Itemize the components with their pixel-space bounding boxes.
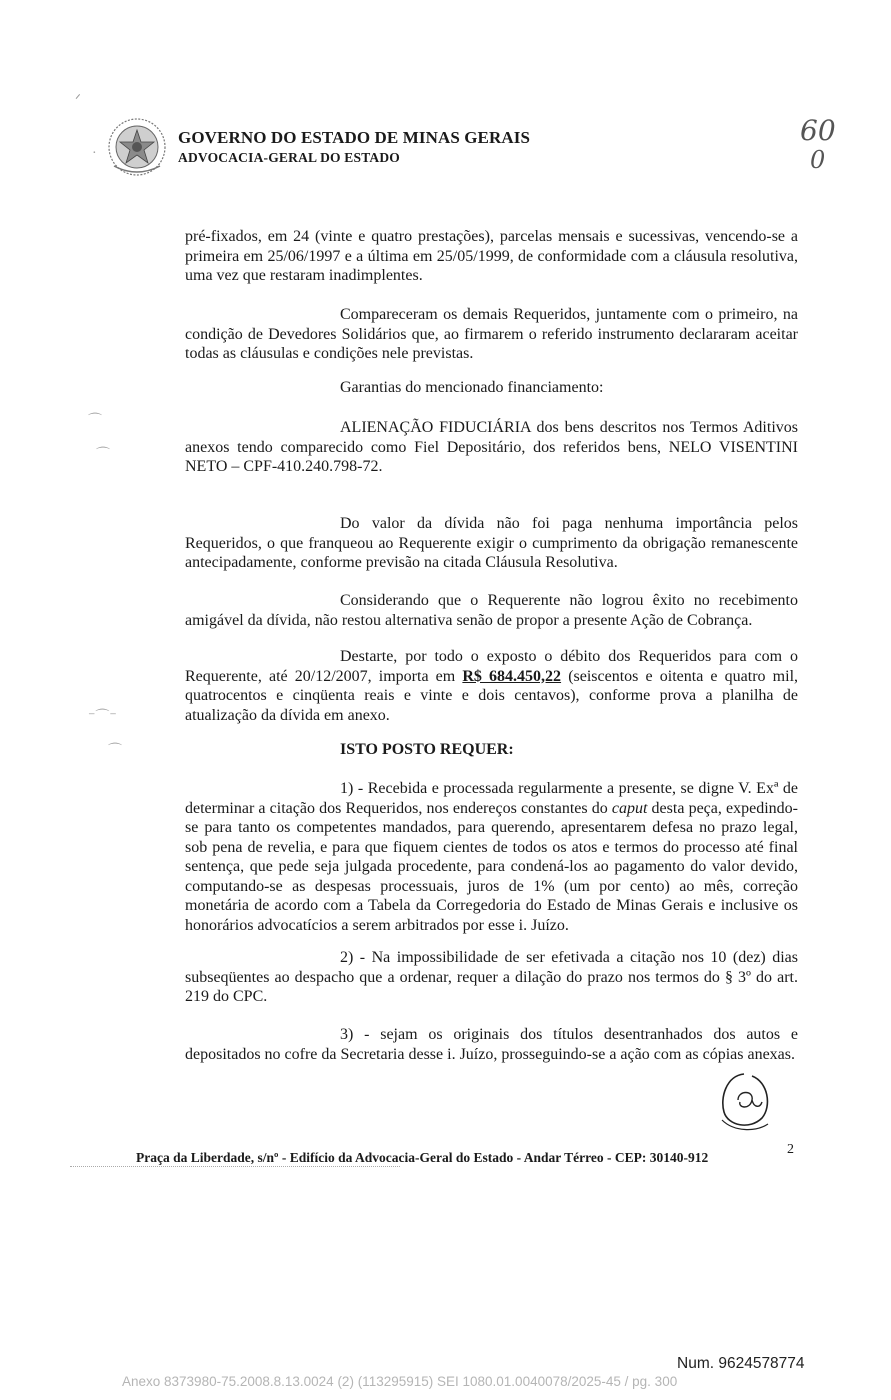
paragraph-destarte: Destarte, por todo o exposto o débito dos Requeridos para com o Requerente, até 20/12/2007, importa em R$ 684.450,22 (seiscentos e oitenta e quatro mil, quatrocentos e cinqüenta reais e vinte e dois centavos), conforme prova a planilha de atualização da dívida em anexo. [185,648,799,724]
footer-address: Praça da Liberdade, s/nº - Edifício da Advocacia-Geral do Estado - Andar Térreo - CEP: 30140-912 [136,1150,709,1165]
section-heading: ISTO POSTO REQUER: [340,741,514,758]
footer-divider [70,1166,400,1167]
margin-mark: ⁻⌒⁻ [88,710,117,725]
handwritten-initials-signature [716,1068,772,1134]
margin-mark: ⌒ [96,448,110,463]
page-number: 2 [787,1142,794,1157]
electronic-stamp: Anexo 8373980-75.2008.8.13.0024 (2) (113295915) SEI 1080.01.0040078/2025-45 / pg. 300 [122,1374,678,1389]
header-government-title: GOVERNO DO ESTADO DE MINAS GERAIS [178,128,531,147]
paragraph-valor-divida: Do valor da dívida não foi paga nenhuma importância pelos Requeridos, o que franqueou ao Requerente exigir o cumprimento da obrigação remanescente antecipadamente, conforme previsão na citada Cláusula Resolutiva. [185,515,798,571]
handwritten-page-number: 60 [800,114,836,147]
header-agency-title: ADVOCACIA-GERAL DO ESTADO [178,150,401,165]
state-seal-logo [104,116,170,178]
request-item-2: 2) - Na impossibilidade de ser efetivada a citação nos 10 (dez) dias subseqüentes ao despacho que a ordenar, requer a dilação do prazo nos termos do § 3º do art. 219 do CPC. [185,949,798,1005]
paragraph-compareceram: Compareceram os demais Requeridos, juntamente com o primeiro, na condição de Devedores Solidários que, ao firmarem o referido instrumento declararam aceitar todas as cláusulas e condições nele previstas. [185,306,798,362]
request-item-1: 1) - Recebida e processada regularmente a presente, se digne V. Exª de determinar a citação dos Requeridos, nos endereços constantes do caput desta peça, expedindo-se para tanto os competentes mandados, para querendo, apresentarem defesa no prazo legal, sob pena de revelia, e para que fiquem cientes de todos os atos e termos do processo até final sentença, que pede seja julgada procedente, para condená-los ao pagamento do valor devido, computando-se as despesas processuais, juros de 1% (um por cento) ao mês, correção monetária de acordo com a Tabela da Corregedoria do Estado de Minas Gerais e inclusive os honorários advocatícios a serem arbitrados por esse i. Juízo. [185,780,798,934]
margin-mark: ⌒ [108,744,122,759]
margin-mark: ⌒ [88,414,102,429]
margin-mark: ᐟ [75,93,81,108]
paragraph-considerando: Considerando que o Requerente não logrou êxito no recebimento amigável da dívida, não restou alternativa senão de propor a presente Ação de Cobrança. [185,592,798,629]
debt-amount: R$ 684.450,22 [462,667,562,685]
request-item-3: 3) - sejam os originais dos títulos desentranhados dos autos e depositados no cofre da Secretaria desse i. Juízo, prosseguindo-se a ação com as cópias anexas. [185,1026,798,1063]
paragraph-prefixados: pré-fixados, em 24 (vinte e quatro prestações), parcelas mensais e sucessivas, vencendo-se a primeira em 25/06/1997 e a última em 25/05/1999, de conformidade com a cláusula resolutiva, uma vez que restaram inadimplentes. [185,228,798,284]
margin-mark: · [92,146,97,161]
document-number: Num. 9624578774 [677,1355,805,1372]
paragraph-garantias: Garantias do mencionado financiamento: [340,379,604,396]
handwritten-mark: 0 [810,146,826,174]
paragraph-alienacao: ALIENAÇÃO FIDUCIÁRIA dos bens descritos nos Termos Aditivos anexos tendo comparecido como Fiel Depositário, dos referidos bens, NELO VISENTINI NETO – CPF-410.240.798-72. [185,419,798,475]
